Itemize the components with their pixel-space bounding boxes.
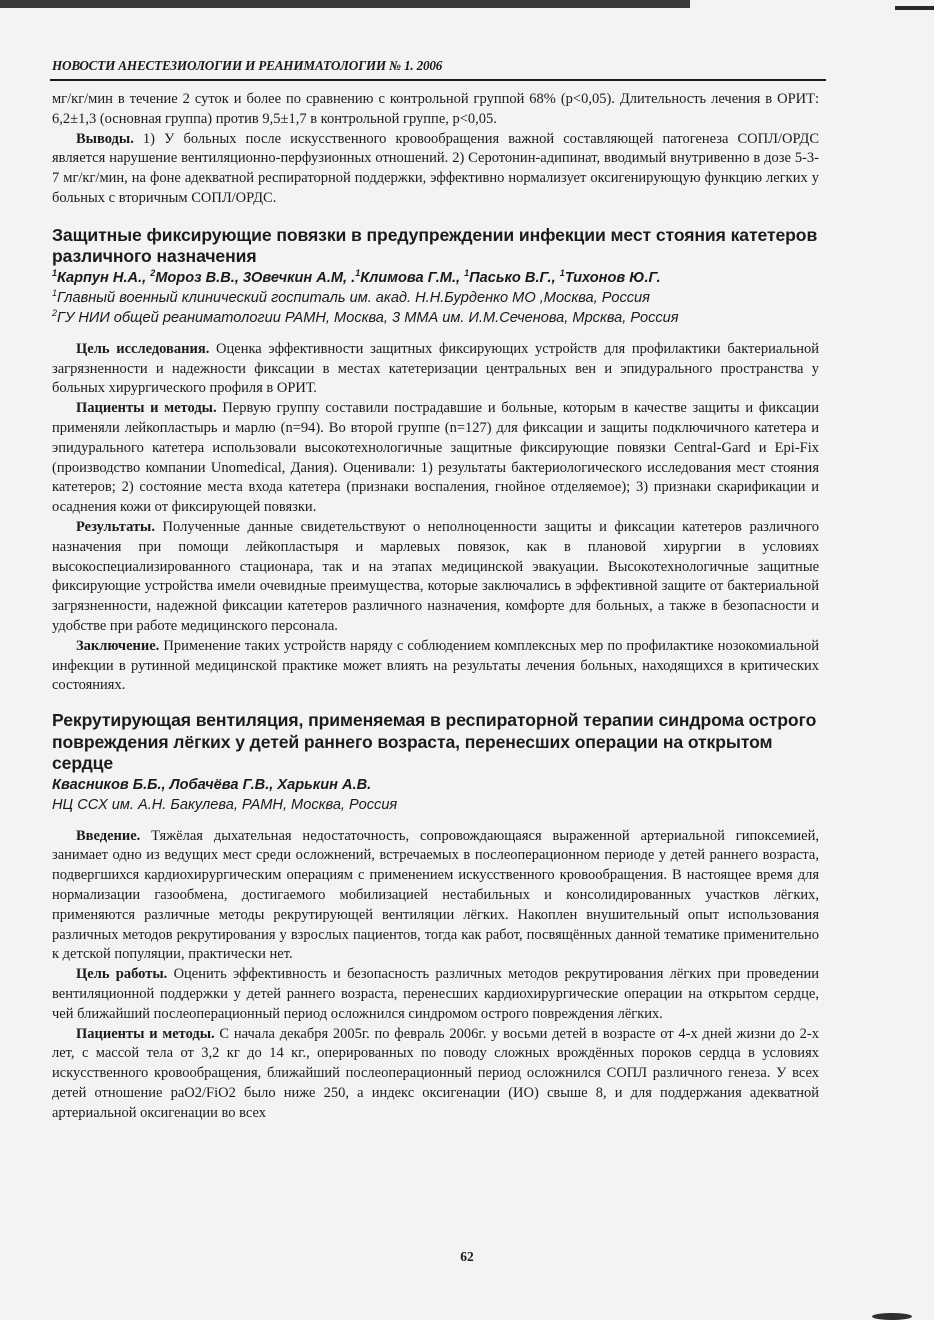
article-affiliations (52, 288, 819, 328)
previous-article-continuation: мг/кг/мин в течение 2 суток и более по сравнению с контрольной группой 68% (p<0,05). Длительность лечения в ОРИТ: 6,2±1,3 (основная группа) против 9,5±1,7 в контрольной группе, p<0,05. (52, 91, 819, 127)
article-title: Защитные фиксирующие повязки в предупреждении инфекции мест стояния катетеров различного назначения (52, 224, 818, 267)
affiliation-line: $^1$Главный военный клинический госпиталь им. акад. Н.Н.Бурденко МО ,Москва, Россия (52, 287, 650, 306)
section-text: 1) У больных после искусственного кровообращения важной составляющей патогенеза СОПЛ/ОРДС является нарушение вентиляционно-перфузионных отношений. 2) Серотонин-адипинат, вводимый внутривенно в дозе 5-3-7 мг/кг/мин, на фоне адекватной респираторной поддержки, эффективно нормализует оксигенирующую функцию легких у больных с вторичным СОПЛ/ОРДС. (52, 130, 819, 206)
page-number: 62 (460, 1249, 474, 1264)
affiliation-line: НЦ ССХ им. А.Н. Бакулева, РАМН, Москва, Россия (52, 796, 398, 813)
abstract-paragraph (52, 637, 819, 696)
abstract-paragraph (52, 399, 819, 518)
section-label: Пациенты и методы. (76, 400, 217, 417)
section-text: Оценить эффективность и безопасность различных методов рекрутирования лёгких при проведении вентиляционной поддержки у детей раннего возраста, перенесших кардиохирургические операции на открытом сердце, чей ближайший послеоперационный период осложнился синдромом острого повреждения лёгких. (52, 966, 819, 1022)
affiliation-line: $^2$ГУ НИИ общей реаниматологии РАМН, Москва, 3 ММА им. И.М.Сеченова, Мрсква, Россия (52, 307, 679, 326)
page-body (52, 90, 819, 1124)
article-authors: $^1$Карпун Н.А., $^2$Мороз В.В., 3Овечкин А.М, .$^1$Климова Г.М., $^1$Пасько В.Г., $^1$Тихонов Ю.Г. (52, 267, 661, 286)
abstract-paragraph (52, 340, 819, 399)
section-text: Применение таких устройств наряду с соблюдением комплексных мер по профилактике нозокомиальной инфекции в рутинной медицинской практике может влиять на результаты лечения больных, находящихся в критических состояниях. (52, 637, 819, 694)
section-text: Полученные данные свидетельствуют о неполноценности защиты и фиксации катетеров различного назначения при помощи лейкопластыря и марлевых повязок, как в плановой хирургии в условиях высокоспециализированного стационара, так и на этапах медицинской эвакуации. Высокотехнологичные защитные фиксирующие устройства имели очевидные преимущества, которые заключались в эффективной защите от бактериальной загрязненности, надежной фиксации катетеров различного назначения, комфорте для больных, а также в безопасности и удобстве при работе медицинского персонала. (52, 518, 819, 634)
scan-edge-mark (0, 0, 690, 8)
scan-edge-mark (895, 6, 934, 10)
abstract-paragraph (52, 1025, 819, 1124)
section-label: Введение. (76, 827, 141, 844)
section-text: Тяжёлая дыхательная недостаточность, сопровождающаяся выраженной артериальной гипоксемией, занимает одно из ведущих мест среди осложнений, встречаемых в послеоперационном периоде у детей раннего возраста, подвергшихся кардиохирургическим операциям с применением искусственного кровообращения. В настоящее время для нормализации газообмена, достигаемого мобилизацией нестабильных и консолидированных участков лёгких, применяются различные методы рекрутирующей вентиляции лёгких. Накоплен внушительный опыт использования различных методов рекрутирования у взрослых пациентов, тогда как работ, посвящённых данной тематике применительно к детской популяции, практически нет. (52, 827, 819, 963)
section-label: Заключение. (76, 637, 160, 654)
section-label: Результаты. (76, 518, 156, 535)
section-label: Цель исследования. (76, 340, 210, 357)
article-affiliations (52, 795, 819, 815)
abstract-paragraph (52, 518, 819, 637)
section-label: Пациенты и методы. (76, 1025, 215, 1042)
abstract-paragraph (52, 827, 819, 966)
section-text: Оценка эффективности защитных фиксирующих устройств для профилактики бактериальной загрязненности и надежности фиксации в местах катетеризации центральных вен и эпидурального пространства у больных хирургического профиля в ОРИТ. (52, 340, 820, 397)
running-head: НОВОСТИ АНЕСТЕЗИОЛОГИИ И РЕАНИМАТОЛОГИИ № 1. 2006 (52, 58, 443, 73)
previous-article-conclusions (52, 130, 819, 209)
article-title: Рекрутирующая вентиляция, применяемая в респираторной терапии синдрома острого повреждения лёгких у детей раннего возраста, перенесших операции на открытом сердце (52, 710, 817, 774)
section-label: Выводы. (76, 130, 134, 147)
article-authors: Квасников Б.Б., Лобачёва Г.В., Харькин А.В. (52, 776, 372, 793)
section-text: Первую группу составили пострадавшие и больные, которым в качестве защиты и фиксации применяли лейкопластырь и марлю (n=94). Во второй группе (n=127) для фиксации и защиты подключичного катетера и эпидурального катетера использовали высокотехнологичные защитные фиксирующие повязки Central-Gard и Epi-Fix (производство компании Unomedical, Дания). Оценивали: 1) результаты бактериологического исследования мест стояния катетеров; 2) состояние места входа катетера (признаки воспаления, гнойное отделяемое); 3) признаки скарификации и осаднения кожи от фиксирующей повязки. (52, 400, 819, 516)
section-text: С начала декабря 2005г. по февраль 2006г. у восьми детей в возрасте от 4-х дней жизни до 2-х лет, с массой тела от 3,2 кг до 14 кг., оперированных по поводу сложных врождённых пороков сердца в условиях искусственного кровообращения, ближайший послеоперационный период осложнился СОПЛ различного генеза. У всех детей отношение paO2/FiO2 было ниже 250, а индекс оксигенации (ИО) свыше 8, и для поддержания адекватной артериальной оксигенации во всех (52, 1025, 819, 1121)
scan-edge-mark (872, 1313, 912, 1320)
section-label: Цель работы. (76, 966, 168, 983)
abstract-paragraph (52, 965, 819, 1024)
header-rule (50, 79, 826, 81)
